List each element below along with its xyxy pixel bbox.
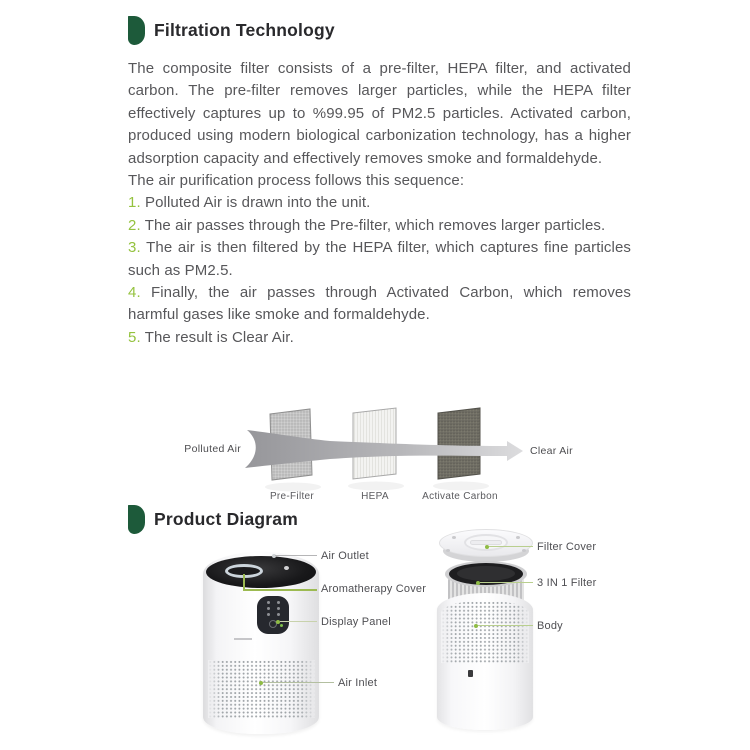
display-panel-illustration — [257, 596, 289, 634]
display-button-dot — [277, 613, 280, 616]
panel-shadow — [433, 482, 489, 491]
leader-line — [243, 574, 245, 590]
filtration-section — [128, 16, 631, 349]
display-indicator-light — [280, 624, 283, 627]
step-text: The air passes through the Pre-filter, which removes larger particles. — [144, 216, 606, 234]
process-step — [128, 282, 631, 327]
filter-cover-label: Filter Cover — [537, 541, 597, 553]
step-text: Polluted Air is drawn into the unit. — [145, 194, 371, 212]
filtration-title: Filtration Technology — [154, 20, 335, 40]
process-step — [128, 327, 631, 349]
display-button-row — [267, 613, 280, 616]
leader-line — [280, 621, 317, 622]
step-text: Finally, the air passes through Activated Carbon, which removes harmful gases like smoke and formaldehyde. — [128, 284, 631, 324]
display-panel-label: Display Panel — [321, 616, 391, 628]
filter-flow-diagram — [120, 396, 630, 506]
cover-hole — [452, 536, 456, 539]
display-button-dot — [277, 601, 280, 604]
filtration-paragraph: The composite filter consists of a pre-filter, HEPA filter, and activated carbon. The pre-filter removes larger particles, while the HEPA filter effectively captures up to %99.95 of PM2.5 particles. Activated carbon, produced using modern biological carbonization technology, has a higher adsorption capacity and effectively removes smoke and formaldehyde. — [128, 60, 631, 167]
air-purifier-illustration — [203, 552, 319, 734]
top-highlight-dot — [284, 566, 289, 570]
brand-mark — [234, 638, 252, 640]
step-text: The result is Clear Air. — [144, 328, 294, 346]
body-label: Body — [537, 620, 563, 632]
cover-hole — [516, 536, 520, 539]
process-step — [128, 192, 631, 214]
leader-line — [478, 625, 533, 626]
cover-hole — [446, 549, 450, 552]
aromatherapy-cover-label: Aromatherapy Cover — [321, 583, 427, 595]
body-marker — [468, 670, 473, 677]
body-illustration — [437, 593, 533, 730]
product-diagram-title: Product Diagram — [154, 509, 298, 529]
process-step — [128, 215, 631, 237]
filtration-header — [128, 16, 631, 45]
filter-flow-svg — [120, 396, 630, 506]
hepa-label: HEPA — [361, 491, 389, 502]
cover-hole — [522, 549, 526, 552]
air-inlet-perforation — [208, 660, 315, 718]
leader-line — [243, 589, 317, 591]
display-button-dot — [277, 607, 280, 610]
polluted-air-label: Polluted Air — [184, 443, 241, 455]
clear-air-label: Clear Air — [530, 445, 573, 457]
step-text: The air is then filtered by the HEPA filter, which captures fine particles such as PM2.5. — [128, 239, 631, 279]
display-button-row — [267, 601, 280, 604]
display-button-dot — [267, 601, 270, 604]
step-number: 2. — [128, 216, 141, 234]
display-button-dot — [267, 607, 270, 610]
product-diagram-canvas — [0, 525, 750, 750]
display-button-dot — [267, 613, 270, 616]
leader-line — [489, 546, 533, 547]
pre-filter-label: Pre-Filter — [269, 491, 315, 502]
leader-line — [480, 582, 533, 583]
display-button-row — [267, 607, 280, 610]
leader-line — [263, 682, 334, 683]
leaf-icon — [128, 16, 145, 45]
filter-top-core — [457, 566, 515, 581]
three-in-one-filter-label: 3 IN 1 Filter — [537, 577, 597, 589]
body-perforation — [441, 601, 529, 663]
step-number: 5. — [128, 328, 141, 346]
carbon-panel — [438, 408, 480, 479]
process-step — [128, 237, 631, 282]
air-outlet-label: Air Outlet — [321, 550, 369, 562]
air-inlet-label: Air Inlet — [338, 677, 378, 689]
sequence-intro: The air purification process follows this sequence: — [128, 172, 465, 190]
step-number: 1. — [128, 194, 141, 212]
step-number: 3. — [128, 239, 141, 257]
step-number: 4. — [128, 284, 141, 302]
panel-shadow — [348, 482, 404, 491]
leader-line — [275, 555, 317, 556]
carbon-label: Activate Carbon — [422, 491, 498, 502]
